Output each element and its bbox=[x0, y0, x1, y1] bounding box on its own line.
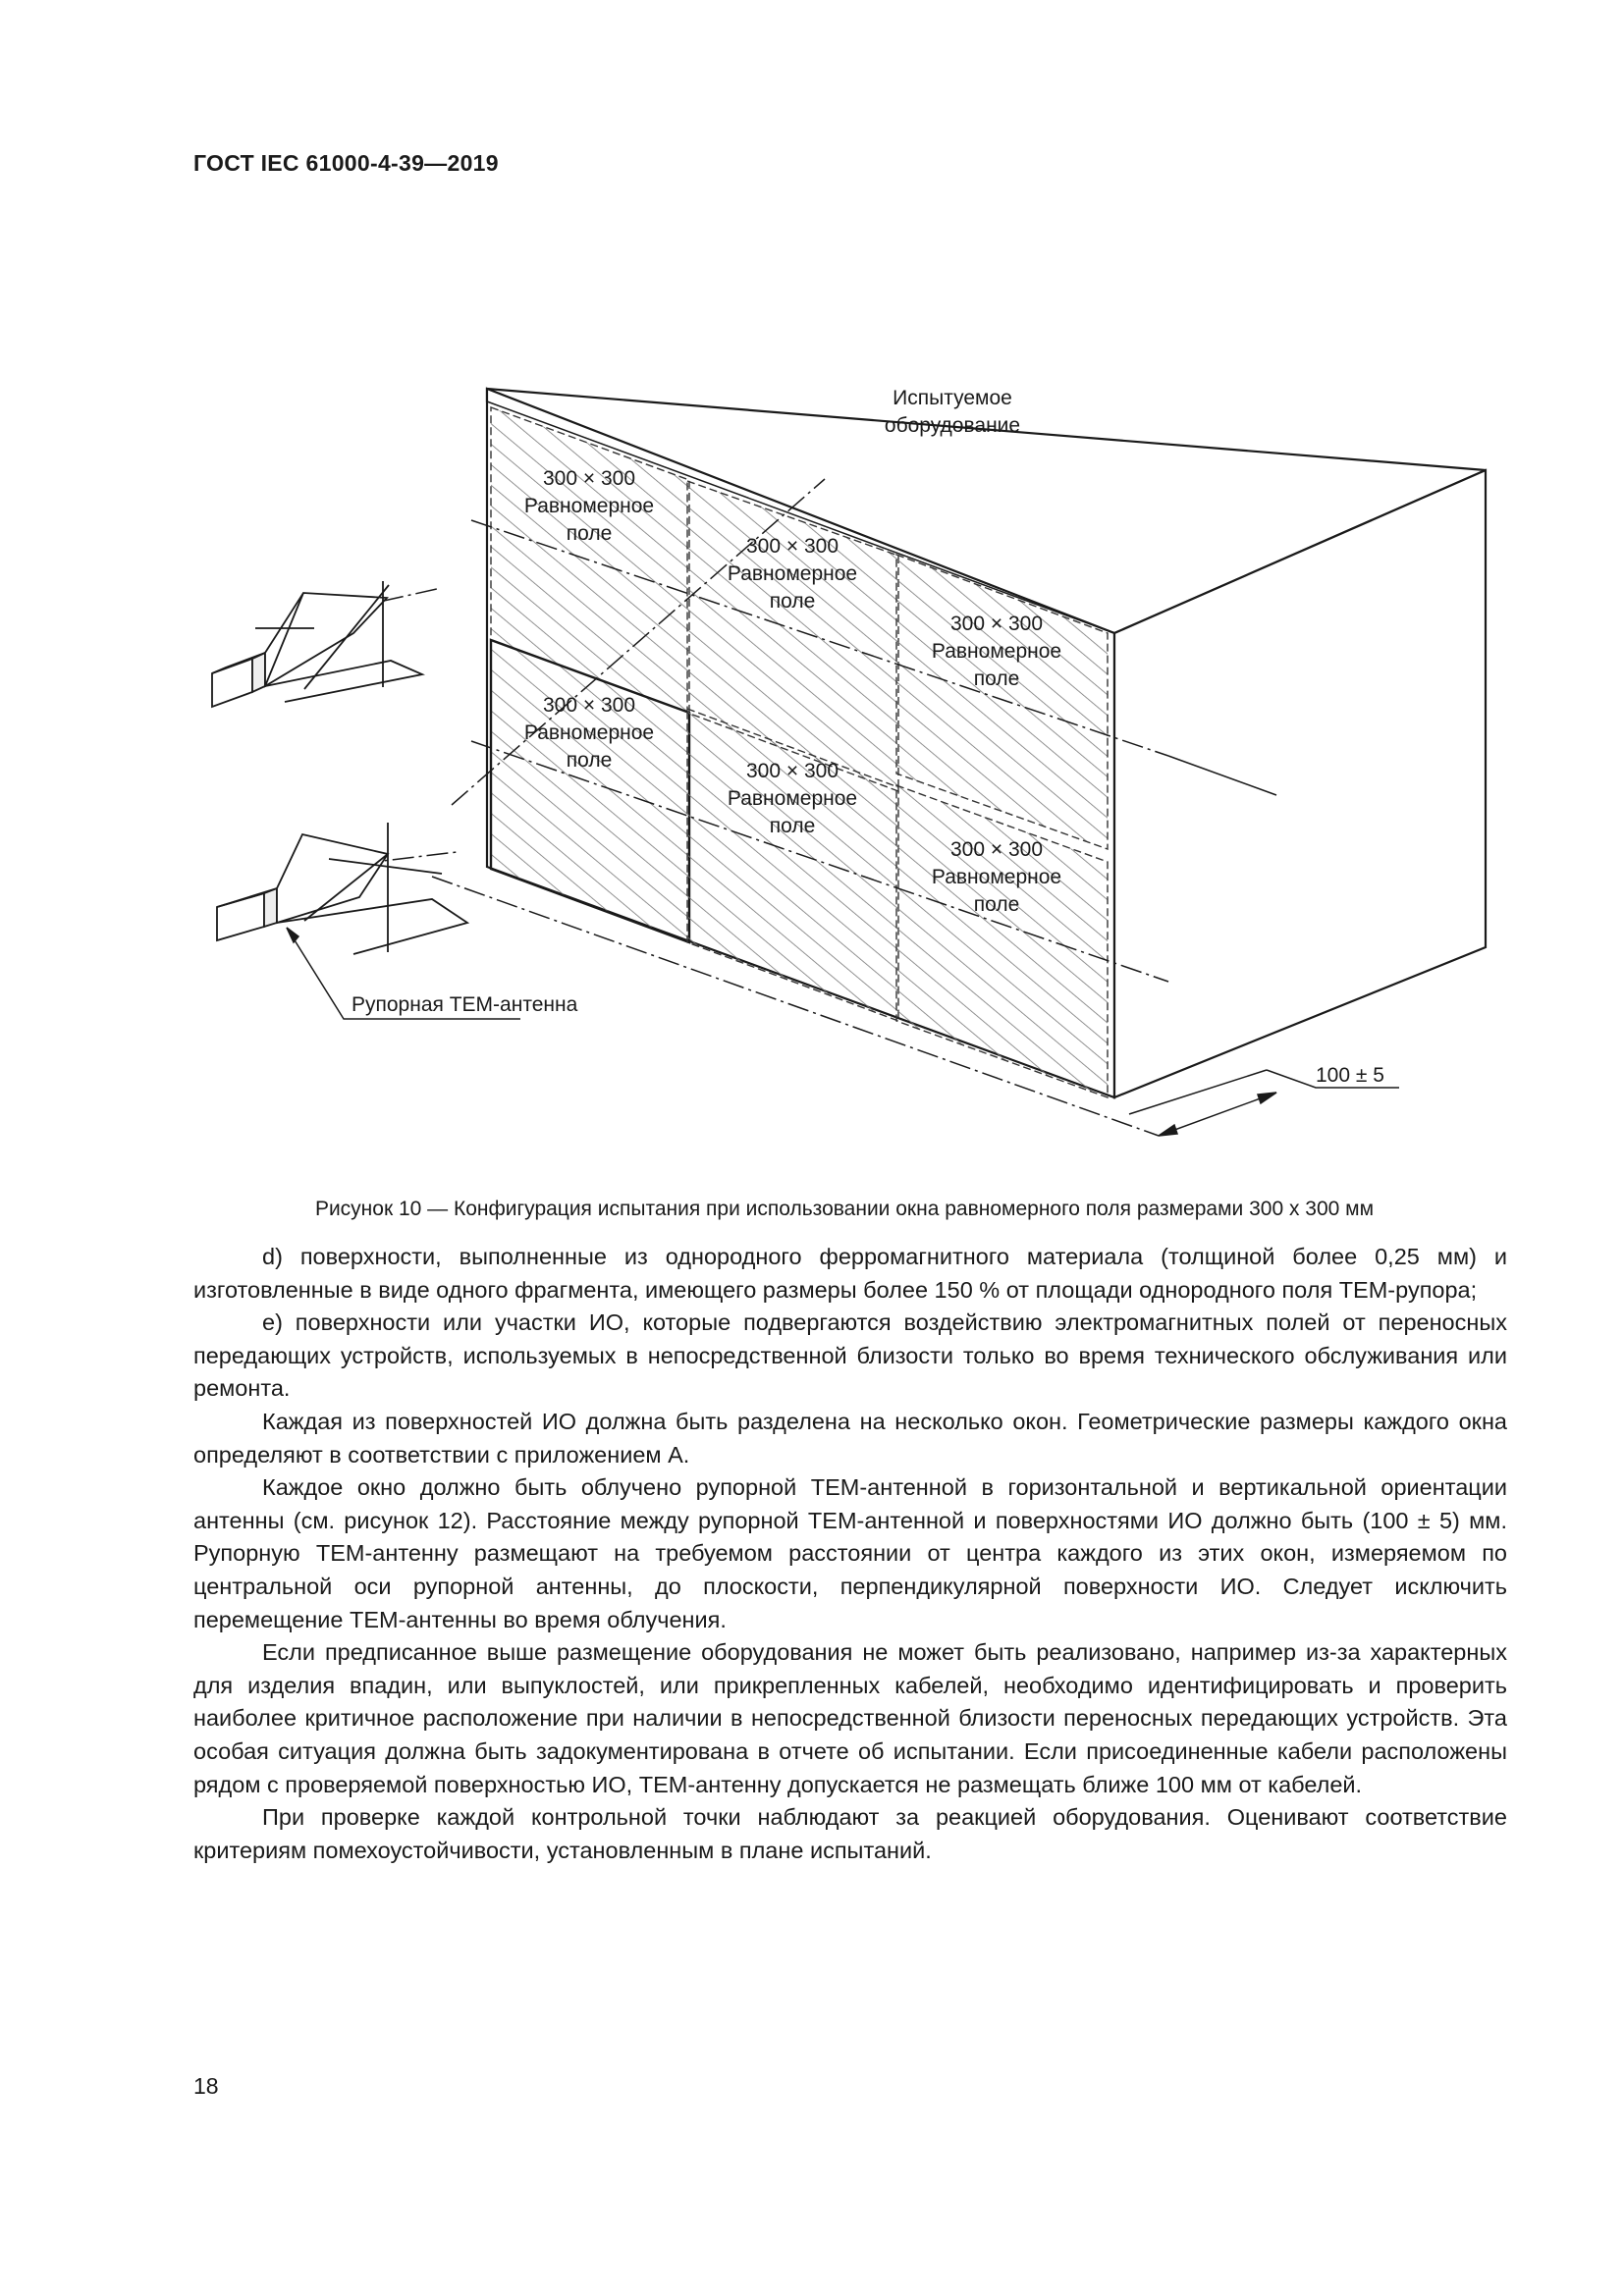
tem-horn-lower-icon bbox=[217, 823, 467, 954]
paragraph: При проверке каждой контрольной точки наблюдают за реакцией оборудования. Оценивают соответствие критериям помехоустойчивости, установленным в плане испытаний. bbox=[193, 1804, 1507, 1863]
svg-text:поле: поле bbox=[566, 749, 613, 772]
svg-text:поле: поле bbox=[566, 522, 613, 545]
body-text bbox=[193, 1241, 1507, 1867]
svg-text:Равномерное: Равномерное bbox=[523, 721, 655, 744]
svg-text:Равномерное: Равномерное bbox=[931, 640, 1062, 663]
svg-text:поле: поле bbox=[973, 667, 1020, 690]
figure-10 bbox=[187, 353, 1502, 1198]
paragraph: Если предписанное выше размещение оборудования не может быть реализовано, например из-за характерных для изделия впадин, или выпуклостей, или прикрепленных кабелей, необходимо идентифицировать и проверить наиболее критичное расположение при наличии в непосредственной близости переносных передающих устройств. Эта особая ситуация должна быть задокументирована в отчете об испытании. Если присоединенные кабели расположены рядом с проверяемой поверхностью ИО, TEM-антенну допускается не размещать ближе 100 мм от кабелей. bbox=[193, 1639, 1507, 1797]
svg-text:300 × 300: 300 × 300 bbox=[542, 467, 636, 490]
page-number: 18 bbox=[193, 2073, 219, 2099]
paragraph: Каждая из поверхностей ИО должна быть разделена на несколько окон. Геометрические размеры каждого окна определяют в соответствии с приложением А. bbox=[193, 1408, 1507, 1468]
test-setup-diagram bbox=[187, 353, 1502, 1198]
figure-caption: Рисунок 10 — Конфигурация испытания при использовании окна равномерного поля размерами 300 х 300 мм bbox=[314, 1198, 1375, 1220]
svg-text:300 × 300: 300 × 300 bbox=[949, 838, 1044, 861]
svg-text:поле: поле bbox=[973, 893, 1020, 916]
document-header: ГОСТ IEC 61000-4-39—2019 bbox=[193, 150, 499, 176]
paragraph: Каждое окно должно быть облучено рупорной TEM-антенной в горизонтальной и вертикальной ориентации антенны (см. рисунок 12). Расстояние между рупорной TEM-антенной и поверхностями ИО должно быть (100 ± 5) мм. Рупорную TEM-антенну размещают на требуемом расстоянии от центра каждого из этих окон, измеряемом по центральной оси рупорной антенны, до плоскости, перпендикулярной поверхности ИО. Следует исключить перемещение TEM-антенны во время облучения. bbox=[193, 1474, 1507, 1632]
distance-label: 100 ± 5 bbox=[1316, 1064, 1384, 1087]
svg-text:300 × 300: 300 × 300 bbox=[542, 694, 636, 717]
svg-text:Равномерное: Равномерное bbox=[931, 866, 1062, 888]
svg-text:поле: поле bbox=[769, 815, 816, 837]
svg-text:Равномерное: Равномерное bbox=[523, 495, 655, 517]
svg-text:300 × 300: 300 × 300 bbox=[949, 613, 1044, 635]
antenna-label: Рупорная TEM-антенна bbox=[352, 993, 578, 1016]
svg-text:поле: поле bbox=[769, 590, 816, 613]
svg-text:300 × 300: 300 × 300 bbox=[745, 535, 839, 558]
eut-label-line1: Испытуемое bbox=[893, 387, 1012, 409]
svg-text:Равномерное: Равномерное bbox=[727, 787, 858, 810]
svg-text:Равномерное: Равномерное bbox=[727, 562, 858, 585]
paragraph: e) поверхности или участки ИО, которые подвергаются воздействию электромагнитных полей от переносных передающих устройств, используемых в непосредственной близости только во время технического обслуживания или ремонта. bbox=[193, 1309, 1507, 1402]
svg-text:300 × 300: 300 × 300 bbox=[745, 760, 839, 782]
paragraph: d) поверхности, выполненные из однородного ферромагнитного материала (толщиной более 0,25 мм) и изготовленные в виде одного фрагмента, имеющего размеры более 150 % от площади однородного поля TEM-рупора; bbox=[193, 1244, 1507, 1303]
eut-label-line2: оборудование bbox=[884, 414, 1021, 437]
